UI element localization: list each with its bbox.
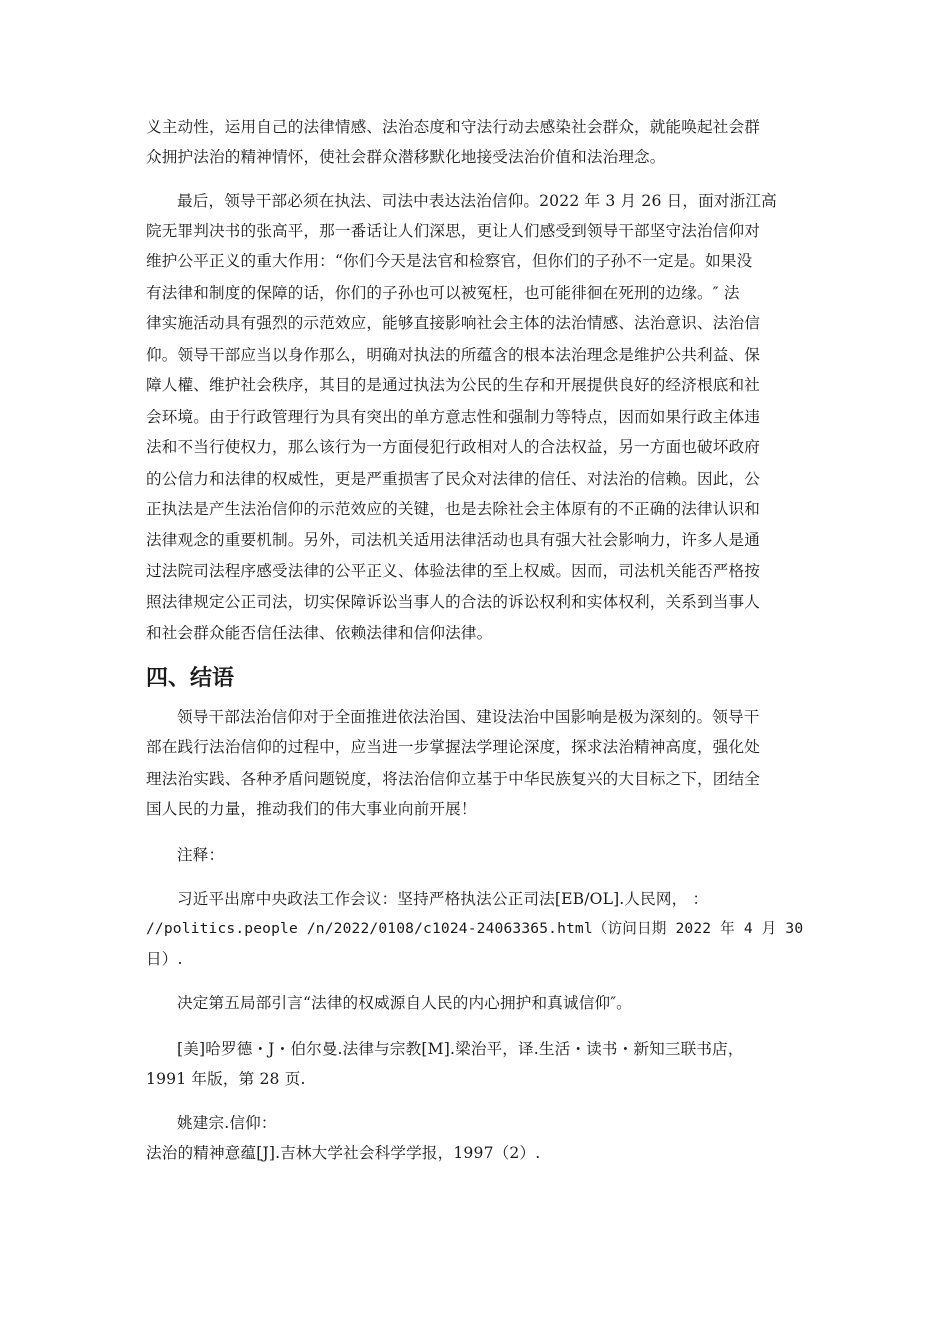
note-line: //politics.people /n/2022/0108/c1024-24063365.html（访问日期 2022 年 4 月 30 xyxy=(146,920,804,937)
paragraph-line: 法律观念的重要机制。另外，司法机关适用法律活动也具有强大社会影响力，许多人是通 xyxy=(146,531,761,549)
paragraph-line: 最后，领导干部必须在执法、司法中表达法治信仰。2022 年 3 月 26 日，面对浙江高 xyxy=(177,192,777,210)
paragraph-line: 领导干部法治信仰对于全面推进依法治国、建设法治中国影响是极为深刻的。领导干 xyxy=(177,708,760,726)
note-line: 姚建宗.信仰： xyxy=(177,1114,277,1132)
note-line: 习近平出席中央政法工作会议：坚持严格执法公正司法[EB/OL].人民网， ： xyxy=(177,890,709,908)
paragraph-line: 法和不当行使权力，那么该行为一方面侵犯行政相对人的合法权益，另一方面也破坏政府 xyxy=(146,438,761,456)
note-line: [美]哈罗德・J・伯尔曼.法律与宗教[M].梁治平，译.生活・读书・新知三联书店， xyxy=(177,1040,744,1058)
paragraph-line: 义主动性，运用自己的法律情感、法治态度和守法行动去感染社会群众，就能唤起社会群 xyxy=(146,118,761,136)
paragraph-line: 和社会群众能否信任法律、依赖法律和信仰法律。 xyxy=(146,624,493,642)
notes-label: 注释： xyxy=(177,846,225,864)
note-line: 日）. xyxy=(146,950,183,968)
paragraph-line: 过法院司法程序感受法律的公平正义、体验法律的至上权威。因而，司法机关能否严格按 xyxy=(146,562,761,580)
paragraph-line: 照法律规定公正司法，切实保障诉讼当事人的合法的诉讼权利和实体权利，关系到当事人 xyxy=(146,593,761,611)
paragraph-line: 部在践行法治信仰的过程中，应当进一步掌握法学理论深度，探求法治精神高度，强化处 xyxy=(146,738,761,756)
paragraph-line: 维护公平正义的重大作用：“你们今天是法官和检察官，但你们的子孙不一定是。如果没 xyxy=(146,252,753,270)
paragraph-line: 仰。领导干部应当以身作那么，明确对执法的所蕴含的根本法治理念是维护公共利益、保 xyxy=(146,346,761,364)
paragraph-line: 国人民的力量，推动我们的伟大事业向前开展！ xyxy=(146,800,477,818)
paragraph-line: 律实施活动具有强烈的示范效应，能够直接影响社会主体的法治情感、法治意识、法治信 xyxy=(146,314,761,332)
section-heading: 四、结语 xyxy=(146,666,235,691)
paragraph-line: 众拥护法治的精神情怀，使社会群众潜移默化地接受法治价值和法治理念。 xyxy=(146,148,666,166)
paragraph-line: 的公信力和法律的权威性，更是严重损害了民众对法律的信任、对法治的信赖。因此，公 xyxy=(146,470,761,488)
paragraph-line: 有法律和制度的保障的话，你们的子孙也可以被冤枉，也可能徘徊在死刑的边缘。″ 法 xyxy=(146,284,740,302)
paragraph-line: 理法治实践、各种矛盾问题锐度，将法治信仰立基于中华民族复兴的大目标之下，团结全 xyxy=(146,770,761,788)
note-line: 1991 年版，第 28 页. xyxy=(146,1070,306,1088)
paragraph-line: 障人權、维护社会秩序，其目的是通过执法为公民的生存和开展提供良好的经济根底和社 xyxy=(146,376,761,394)
paragraph-line: 院无罪判决书的张高平，那一番话让人们深思，更让人们感受到领导干部坚守法治信仰对 xyxy=(146,222,761,240)
note-line: 法治的精神意蕴[J].吉林大学社会科学学报，1997（2）. xyxy=(146,1144,541,1162)
paragraph-line: 会环境。由于行政管理行为具有突出的单方意志性和强制力等特点，因而如果行政主体违 xyxy=(146,408,761,426)
note-line: 决定第五局部引言“法律的权威源自人民的内心拥护和真诚信仰″。 xyxy=(177,994,632,1012)
paragraph-line: 正执法是产生法治信仰的示范效应的关键，也是去除社会主体原有的不正确的法律认识和 xyxy=(146,500,761,518)
